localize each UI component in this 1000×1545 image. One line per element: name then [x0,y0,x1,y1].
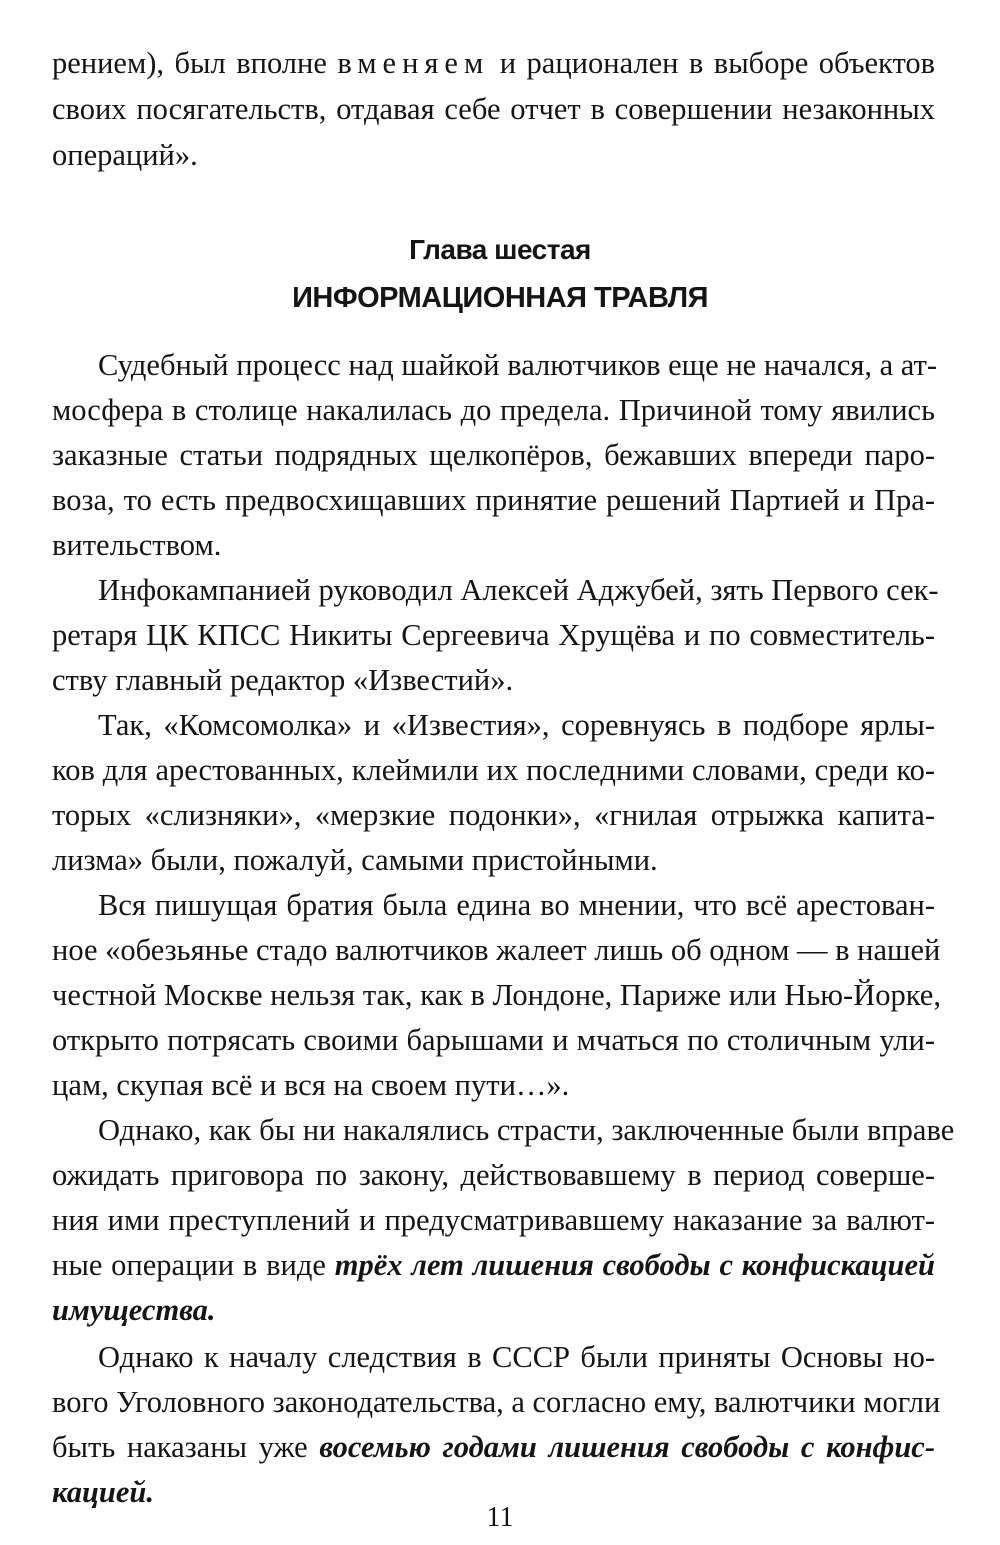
text-line: своих посягательств, отдавая себе отчет в совершении незаконных [52,92,935,126]
chapter-label: Глава шестая [409,234,591,265]
text-line: вительством. [52,528,222,562]
emphasis: имущества. [52,1293,216,1327]
text-line: ожидать приговора по закону, действовавшему в период соверше- [52,1158,935,1192]
text-line: Судебный процесс над шайкой валютчиков еще не начался, а ат- [98,348,938,382]
page-number: 11 [486,1502,514,1533]
text-line: честной Москве нельзя так, как в Лондоне, Париже или Нью-Йорке, [52,978,941,1012]
text-line: Однако к началу следствия в СССР были приняты Основы но- [98,1340,935,1374]
emphasis: трёх лет лишения свободы с конфискацией [334,1248,935,1282]
text-line: открыто потрясать своими барышами и мчаться по столичным ули- [52,1023,935,1057]
emphasis: кацией. [52,1475,154,1509]
text-line: быть наказаны уже восемью годами лишения свободы с конфис- [52,1430,936,1464]
text-line: ству главный редактор «Известий». [52,663,514,697]
text-line: вого Уголовного законодательства, а согласно ему, валютчики могли [52,1385,941,1419]
text-line: заказные статьи подрядных щелкопёров, бежавших впереди паро- [52,438,935,472]
text-line: цам, скупая всё и вся на своем пути…». [52,1068,570,1102]
spaced-word: вменяем [337,46,490,80]
chapter-title: ИНФОРМАЦИОННАЯ ТРАВЛЯ [292,282,708,314]
text-line: ретаря ЦК КПСС Никиты Сергеевича Хрущёва и по совместитель- [52,618,935,652]
emphasis: восемью годами лишения свободы с конфис- [319,1430,936,1464]
text-line: рением), был вполне вменяем и рационален в выборе объектов [52,46,936,80]
text-line: ное «обезьянье стадо валютчиков жалеет лишь об одном — в нашей [52,933,941,967]
text-line: Так, «Комсомолка» и «Известия», соревнуясь в подборе ярлы- [98,708,935,742]
text-line: Инфокампанией руководил Алексей Аджубей, зять Первого сек- [98,573,939,607]
text-line: ков для арестованных, клеймили их последними словами, среди ко- [52,753,935,787]
text-line: Однако, как бы ни накалялись страсти, заключенные были вправе [98,1113,955,1147]
text-line: ные операции в виде трёх лет лишения свободы с конфискацией [52,1248,935,1282]
text-line: воза, то есть предвосхищавших принятие решений Партией и Пра- [52,483,935,517]
text-line: Вся пишущая братия была едина во мнении, что всё арестован- [98,888,935,922]
text-line: ния ими преступлений и предусматривавшему наказание за валют- [52,1203,935,1237]
text-line [52,1292,935,1328]
text-line: торых «слизняки», «мерзкие подонки», «гнилая отрыжка капита- [52,798,935,832]
text-line: лизма» были, пожалуй, самыми пристойными. [52,843,658,877]
text-line: мосфера в столице накалилась до предела. Причиной тому явились [52,393,935,427]
text-line: операций». [52,138,198,172]
